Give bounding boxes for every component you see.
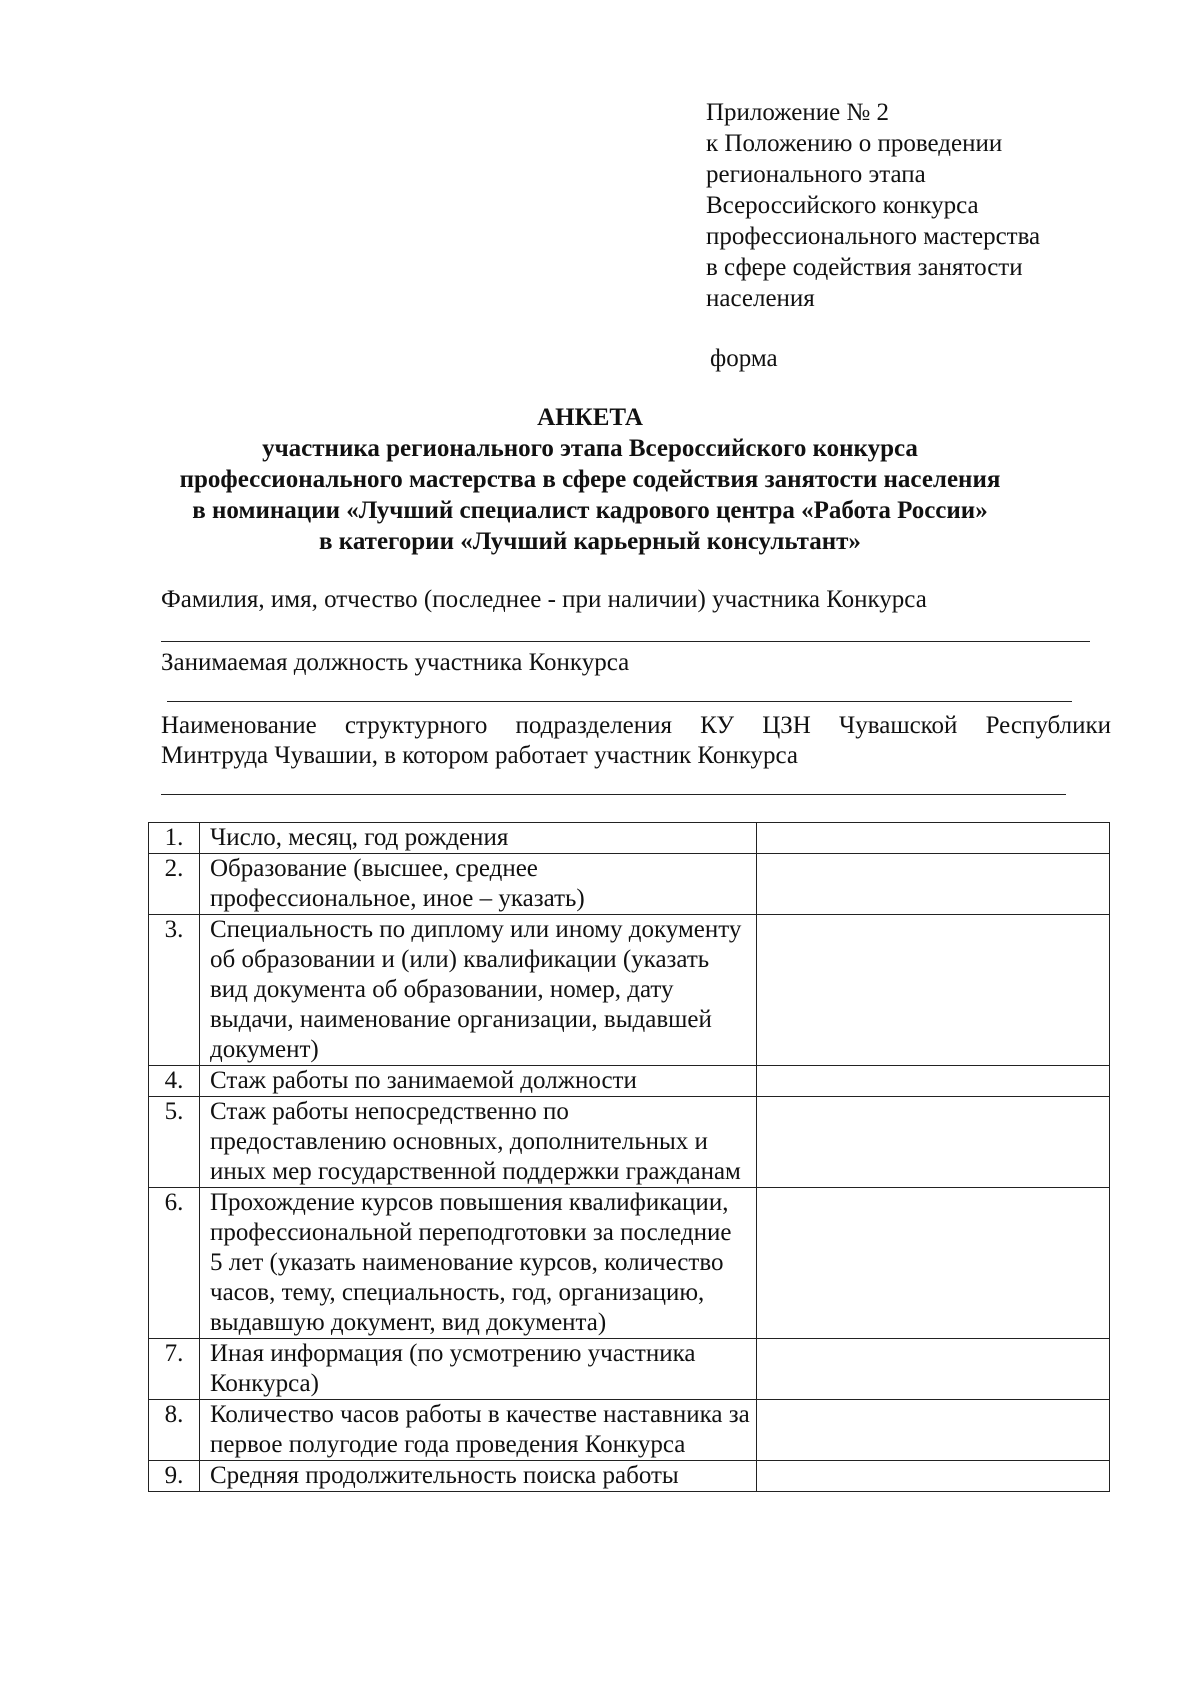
row-number: 9.	[149, 1461, 200, 1492]
row-label: Количество часов работы в качестве наставника за первое полугодие года проведения Конкурса	[200, 1400, 757, 1461]
heading-line: в номинации «Лучший специалист кадрового центра «Работа России»	[192, 497, 988, 524]
row-value-cell[interactable]	[757, 823, 1110, 854]
appendix-line: в сфере содействия занятости	[706, 254, 1023, 281]
row-number: 7.	[149, 1339, 200, 1400]
row-label: Стаж работы по занимаемой должности	[200, 1066, 757, 1097]
department-label	[161, 711, 1111, 771]
table-row	[149, 1339, 1110, 1400]
form-label: форма	[710, 345, 778, 372]
table-row	[149, 1097, 1110, 1188]
heading-line: профессионального мастерства в сфере содействия занятости населения	[179, 466, 1001, 493]
document-heading	[120, 402, 1060, 557]
row-value-cell[interactable]	[757, 1339, 1110, 1400]
heading-title: АНКЕТА	[537, 404, 643, 431]
appendix-line: Всероссийского конкурса	[706, 192, 979, 219]
position-blank-line[interactable]	[167, 701, 1072, 702]
department-blank-line[interactable]	[161, 794, 1066, 795]
row-number: 3.	[149, 915, 200, 1066]
full-name-blank-line[interactable]	[161, 641, 1090, 642]
table-row	[149, 915, 1110, 1066]
heading-line: в категории «Лучший карьерный консультант»	[319, 528, 861, 555]
heading-line: участника регионального этапа Всероссийского конкурса	[262, 435, 918, 462]
department-label-line: Минтруда Чувашии, в котором работает участник Конкурса	[161, 742, 799, 769]
questionnaire-table	[148, 822, 1110, 1492]
table-row	[149, 823, 1110, 854]
row-label: Прохождение курсов повышения квалификации, профессиональной переподготовки за последние 5 лет (указать наименование курсов, количество часов, тему, специальность, год, организацию, выдавшую документ, вид документа)	[200, 1188, 757, 1339]
appendix-line: населения	[706, 285, 815, 312]
row-value-cell[interactable]	[757, 1400, 1110, 1461]
department-label-line: Наименование структурного подразделения КУ ЦЗН Чувашской Республики	[161, 712, 1111, 739]
table-row	[149, 1188, 1110, 1339]
row-number: 4.	[149, 1066, 200, 1097]
row-number: 2.	[149, 854, 200, 915]
table-row	[149, 1461, 1110, 1492]
row-label: Средняя продолжительность поиска работы	[200, 1461, 757, 1492]
appendix-line: Приложение № 2	[706, 99, 890, 126]
full-name-label: Фамилия, имя, отчество (последнее - при наличии) участника Конкурса	[161, 586, 927, 613]
row-label: Специальность по диплому или иному документу об образовании и (или) квалификации (указать вид документа об образовании, номер, дату выдачи, наименование организации, выдавшей документ)	[200, 915, 757, 1066]
row-label: Число, месяц, год рождения	[200, 823, 757, 854]
row-number: 5.	[149, 1097, 200, 1188]
appendix-note	[706, 97, 1146, 314]
row-number: 8.	[149, 1400, 200, 1461]
row-value-cell[interactable]	[757, 1066, 1110, 1097]
row-value-cell[interactable]	[757, 1461, 1110, 1492]
row-label: Иная информация (по усмотрению участника Конкурса)	[200, 1339, 757, 1400]
table-row	[149, 1400, 1110, 1461]
appendix-line: профессионального мастерства	[706, 223, 1041, 250]
table-row	[149, 1066, 1110, 1097]
row-number: 1.	[149, 823, 200, 854]
row-label: Образование (высшее, среднее профессиональное, иное – указать)	[200, 854, 757, 915]
row-value-cell[interactable]	[757, 1097, 1110, 1188]
appendix-line: регионального этапа	[706, 161, 926, 188]
row-value-cell[interactable]	[757, 1188, 1110, 1339]
position-label: Занимаемая должность участника Конкурса	[161, 649, 630, 676]
table-row	[149, 854, 1110, 915]
row-value-cell[interactable]	[757, 854, 1110, 915]
row-value-cell[interactable]	[757, 915, 1110, 1066]
appendix-line: к Положению о проведении	[706, 130, 1003, 157]
row-number: 6.	[149, 1188, 200, 1339]
row-label: Стаж работы непосредственно по предоставлению основных, дополнительных и иных мер государственной поддержки гражданам	[200, 1097, 757, 1188]
